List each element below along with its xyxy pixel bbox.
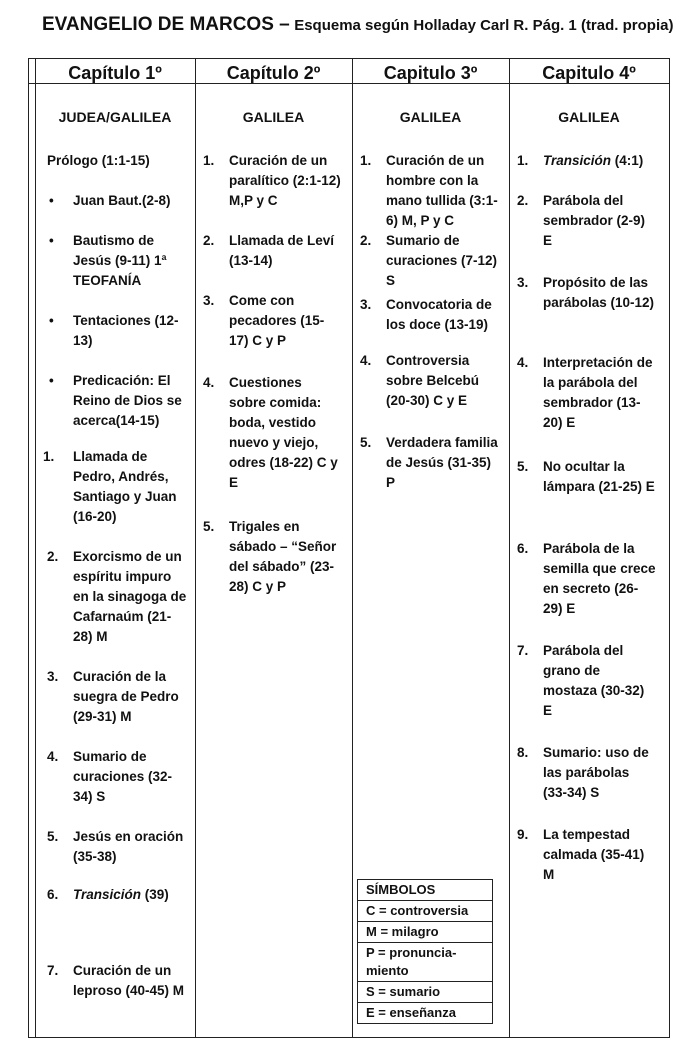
legend-entry: S = sumario <box>358 981 492 1002</box>
column-rule <box>509 59 510 1037</box>
outline-item <box>43 447 183 527</box>
outline-table <box>28 58 670 1038</box>
item-marker: 6. <box>517 541 529 556</box>
item-text: Trigales en sábado – “Señor del sábado” (23-28) C y P <box>229 519 337 594</box>
item-text <box>47 885 189 905</box>
item-text-suffix: (4:1) <box>611 153 644 168</box>
item-marker: 1. <box>43 449 55 464</box>
item-text: No ocultar la lámpara (21-25) E <box>543 459 655 494</box>
item-marker: 3. <box>203 293 215 308</box>
item-text: Curación de un paralítico (2:1-12) M,P y C <box>229 153 341 208</box>
item-text: Sumario: uso de las parábolas (33-34) S <box>543 745 649 800</box>
item-marker: 7. <box>47 963 59 978</box>
outline-item <box>360 231 500 291</box>
item-text: Parábola del sembrador (2-9) E <box>543 193 646 248</box>
outline-item <box>49 191 185 211</box>
column-rule <box>352 59 353 1037</box>
item-marker: 4. <box>47 749 59 764</box>
legend-heading: SÍMBOLOS <box>366 882 436 897</box>
outline-item <box>517 151 657 171</box>
item-marker: 3. <box>517 275 529 290</box>
item-text: Tentaciones (12-13) <box>73 313 179 348</box>
outline-item <box>517 743 657 803</box>
outline-item <box>360 433 500 493</box>
outline-item <box>47 961 189 1001</box>
item-marker: 5. <box>203 519 215 534</box>
chapter-heading: Capitulo 4º <box>542 63 636 83</box>
item-text: Convocatoria de los doce (13-19) <box>386 297 492 332</box>
item-marker: 2. <box>47 549 59 564</box>
item-text: Cuestiones sobre comida: boda, vestido nuevo y viejo, odres (18-22) C y E <box>229 375 338 490</box>
item-text: Propósito de las parábolas (10-12) <box>543 275 655 310</box>
item-marker: • <box>49 313 54 328</box>
title-main: EVANGELIO DE MARCOS – <box>42 14 290 35</box>
outline-item <box>203 373 341 493</box>
item-marker: 1. <box>203 153 215 168</box>
region-label: GALILEA <box>558 109 620 125</box>
item-text-italic: Transición <box>73 887 142 902</box>
item-text: Curación de un leproso (40-45) M <box>73 963 185 998</box>
item-marker: • <box>49 373 54 388</box>
item-text: Juan Baut.(2-8) <box>73 193 171 208</box>
item-marker: • <box>49 193 54 208</box>
item-text: Llamada de Pedro, Andrés, Santiago y Juan (16-20) <box>73 449 177 524</box>
region-label: GALILEA <box>399 109 462 125</box>
item-marker: 2. <box>360 233 372 248</box>
item-marker: 4. <box>360 353 372 368</box>
outline-item <box>35 151 187 171</box>
outline-item <box>49 311 187 351</box>
outline-item <box>360 151 500 231</box>
outline-item <box>517 457 657 497</box>
outline-item <box>517 539 657 619</box>
outline-item <box>517 353 657 433</box>
column-rule <box>195 59 196 1037</box>
legend-entry: E = enseñanza <box>358 1002 492 1023</box>
item-text: Predicación: El Reino de Dios se acerca(14-15) <box>73 373 182 428</box>
outline-item <box>47 885 189 905</box>
document-title <box>42 14 673 36</box>
item-marker: 5. <box>517 459 529 474</box>
region-label: JUDEA/GALILEA <box>58 109 172 125</box>
item-text <box>517 151 657 171</box>
item-text-italic: Transición <box>543 153 612 168</box>
item-text: Llamada de Leví (13-14) <box>229 233 335 268</box>
legend-entry: M = milagro <box>358 921 492 942</box>
item-text: Parábola de la semilla que crece en secreto (26-29) E <box>543 541 656 616</box>
outline-item <box>49 371 189 431</box>
item-text: Verdadera familia de Jesús (31-35) P <box>386 435 498 490</box>
chapter-heading: Capitulo 3º <box>383 63 478 83</box>
outline-item <box>203 151 341 211</box>
item-text: Interpretación de la parábola del sembrador (13-20) E <box>543 355 653 430</box>
item-text: Curación de la suegra de Pedro (29-31) M <box>73 669 179 724</box>
item-text: Exorcismo de un espíritu impuro en la sinagoga de Cafarnaúm (21-28) M <box>73 549 187 644</box>
chapter-heading: Capítulo 2º <box>226 63 321 83</box>
item-marker: 6. <box>47 887 59 902</box>
outline-item <box>517 641 657 721</box>
item-marker: 2. <box>517 193 529 208</box>
outline-item <box>49 231 188 291</box>
outline-item <box>517 191 657 251</box>
symbols-legend <box>357 879 493 1024</box>
item-marker: 3. <box>360 297 372 312</box>
item-marker: 5. <box>360 435 372 450</box>
item-text: Bautismo de Jesús (9-11) 1ª TEOFANÍA <box>73 233 167 288</box>
outline-item <box>203 291 341 351</box>
item-marker: 3. <box>47 669 59 684</box>
outline-item <box>47 547 189 647</box>
item-marker: 4. <box>203 375 215 390</box>
chapter-heading: Capítulo 1º <box>68 63 162 83</box>
item-marker: 5. <box>47 829 59 844</box>
outline-item <box>203 231 341 271</box>
outline-item <box>360 351 500 411</box>
outline-item <box>360 295 500 335</box>
outline-item <box>47 827 189 867</box>
item-marker: 7. <box>517 643 529 658</box>
legend-entry: P = pronuncia-miento <box>358 942 492 981</box>
region-label: GALILEA <box>242 109 305 125</box>
title-subtitle: Esquema según Holladay Carl R. Pág. 1 (trad. propia) <box>294 17 674 34</box>
item-marker: 8. <box>517 745 529 760</box>
item-text: Jesús en oración (35-38) <box>73 829 184 864</box>
item-marker: 1. <box>517 153 529 168</box>
item-marker: 4. <box>517 355 529 370</box>
outline-item <box>517 825 657 885</box>
legend-entry: C = controversia <box>358 900 492 921</box>
item-marker: 9. <box>517 827 529 842</box>
item-marker: 2. <box>203 233 215 248</box>
outline-item <box>203 517 341 597</box>
outline-item <box>517 273 657 313</box>
item-text: Prólogo (1:1-15) <box>47 153 150 168</box>
item-text: Sumario de curaciones (7-12) S <box>386 233 498 288</box>
item-marker: • <box>49 233 54 248</box>
item-text: Curación de un hombre con la mano tullida (3:1-6) M, P y C <box>386 153 498 228</box>
column-rule <box>35 59 36 1037</box>
item-marker: 1. <box>360 153 372 168</box>
item-text: Sumario de curaciones (32-34) S <box>73 749 173 804</box>
item-text: Controversia sobre Belcebú (20-30) C y E <box>386 353 480 408</box>
item-text: La tempestad calmada (35-41) M <box>543 827 645 882</box>
item-text: Come con pecadores (15-17) C y P <box>229 293 325 348</box>
item-text-suffix: (39) <box>141 887 169 902</box>
outline-item <box>47 747 189 807</box>
item-text: Parábola del grano de mostaza (30-32) E <box>543 643 645 718</box>
outline-item <box>47 667 189 727</box>
